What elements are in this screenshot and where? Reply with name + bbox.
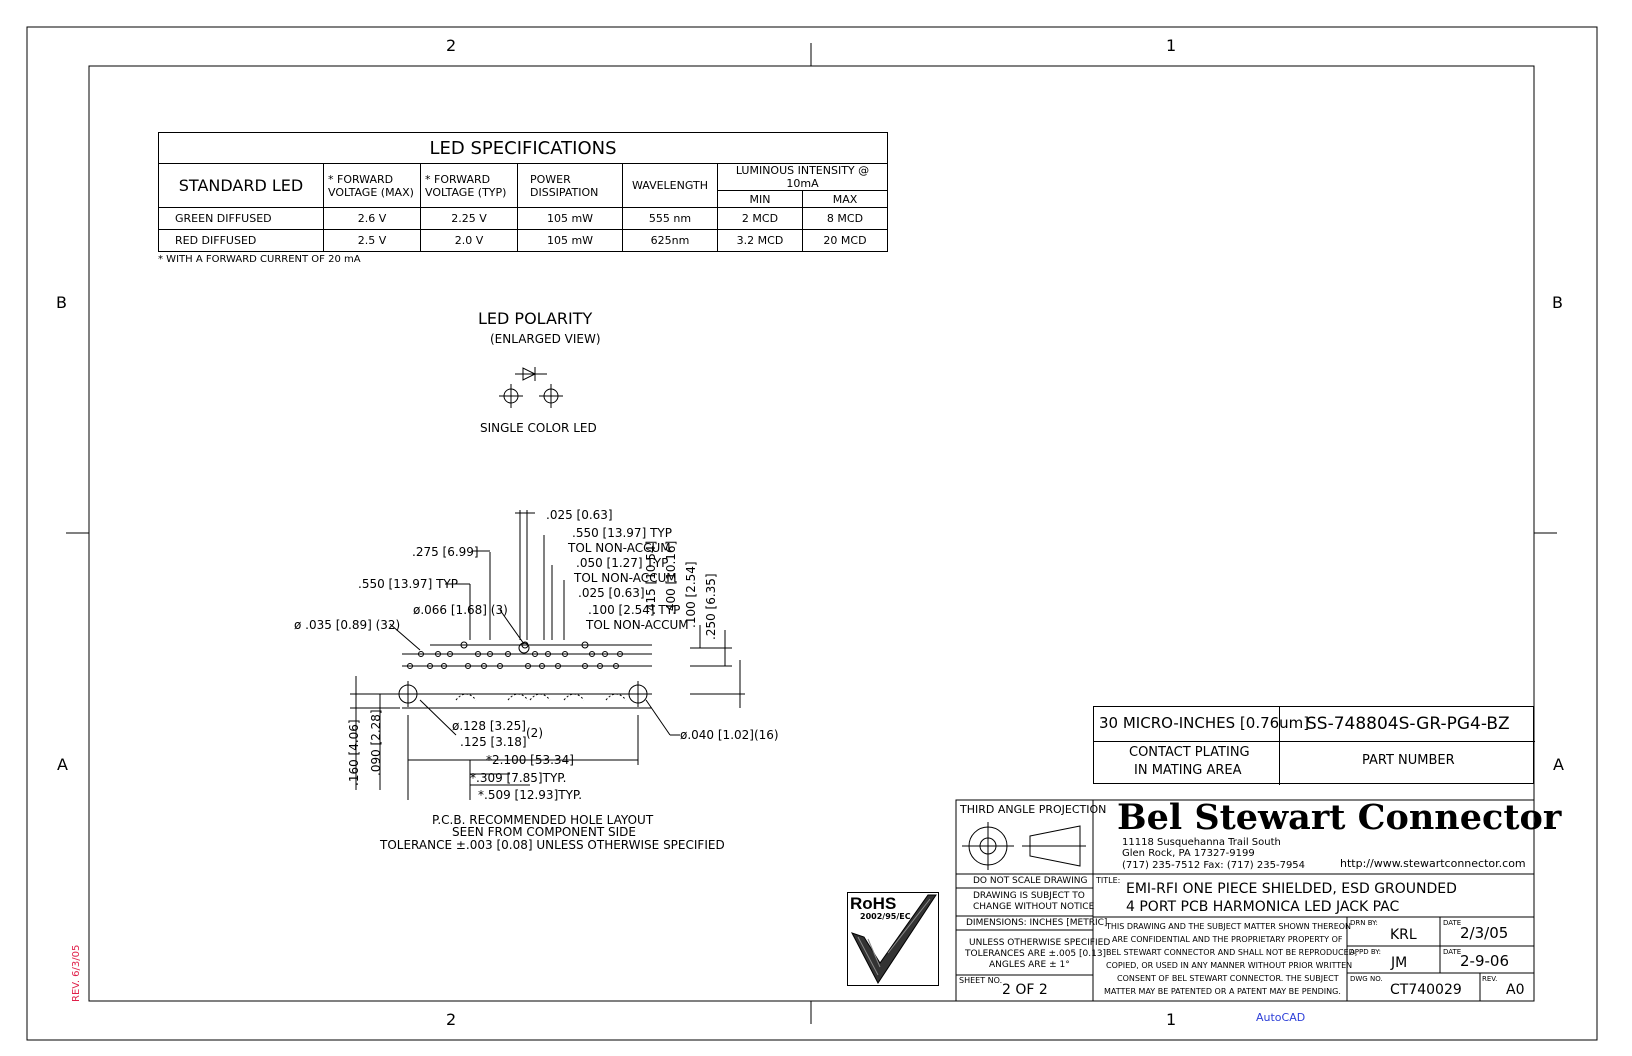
row-name: RED DIFFUSED (159, 230, 324, 252)
dim-v3: .100 [2.54] (684, 561, 698, 628)
zone-left-a: A (57, 755, 68, 774)
tolerance-note-3: ANGLES ARE ± 1° (989, 960, 1070, 970)
zone-right-a: A (1553, 755, 1564, 774)
row-min: 3.2 MCD (718, 230, 803, 252)
dim-d2: .550 [13.97] TYP (572, 526, 672, 540)
company-address-2: Glen Rock, PA 17327-9199 (1122, 848, 1255, 859)
row-vtyp: 2.25 V (421, 208, 518, 230)
dim-d7: ø.066 [1.68] (3) (413, 603, 508, 617)
row-vmax: 2.5 V (324, 230, 421, 252)
col-fv-max-line2: VOLTAGE (MAX) (328, 185, 414, 199)
layout-note-1: P.C.B. RECOMMENDED HOLE LAYOUT (432, 813, 654, 827)
company-url[interactable]: http://www.stewartconnector.com (1340, 857, 1526, 870)
company-name: Bel Stewart Connector (1117, 797, 1562, 838)
row-min: 2 MCD (718, 208, 803, 230)
third-angle-symbol (962, 822, 1086, 870)
spec-footnote: * WITH A FORWARD CURRENT OF 20 mA (158, 254, 361, 265)
dim-d8-tol: TOL NON-ACCUM (586, 618, 689, 632)
no-scale-note: DO NOT SCALE DRAWING (973, 876, 1088, 886)
dim-d5: .550 [13.97] TYP (358, 577, 458, 591)
drawing-number-label: DWG NO. (1350, 975, 1383, 983)
confidential-6: MATTER MAY BE PATENTED OR A PATENT MAY BE PENDING. (1104, 987, 1341, 996)
drawing-title-1: EMI-RFI ONE PIECE SHIELDED, ESD GROUNDED (1126, 881, 1457, 897)
title-label: TITLE: (1096, 876, 1121, 885)
subject-note-1: DRAWING IS SUBJECT TO (973, 891, 1085, 901)
col-fv-typ-line1: * FORWARD (425, 172, 491, 186)
polarity-subtitle: (ENLARGED VIEW) (490, 332, 601, 346)
part-number: SS-748804S-GR-PG4-BZ (1306, 714, 1510, 734)
date-1: 2/3/05 (1460, 924, 1509, 942)
zone-left-b: B (56, 293, 67, 312)
row-power: 105 mW (518, 230, 623, 252)
dim-d1: .025 [0.63] (546, 508, 613, 522)
zone-bottom-right: 1 (1166, 1010, 1177, 1029)
dim-d10: ø.128 [3.25] (452, 719, 526, 733)
projection-label: THIRD ANGLE PROJECTION (960, 803, 1107, 816)
drawing-number: CT740029 (1390, 982, 1462, 998)
drawn-by: KRL (1390, 927, 1417, 943)
dim-d15: *.509 [12.93]TYP. (478, 788, 583, 802)
autocad-label: AutoCAD (1256, 1011, 1306, 1024)
dim-d8: .100 [2.54] TYP (588, 603, 681, 617)
dim-d13: *2.100 [53.34] (486, 753, 574, 767)
row-vtyp: 2.0 V (421, 230, 518, 252)
zone-right-b: B (1552, 293, 1563, 312)
revision: A0 (1506, 982, 1525, 998)
dim-v4: .250 [6.35] (704, 573, 718, 640)
zone-top-left: 2 (446, 36, 457, 55)
dim-d14: *.309 [7.85]TYP. (470, 771, 567, 785)
dim-v5: .160 [4.06] (347, 719, 361, 786)
rohs-text: RoHS (850, 894, 897, 913)
col-fv-max-line1: * FORWARD (328, 172, 394, 186)
col-standard: STANDARD LED (159, 164, 324, 208)
confidential-4: COPIED, OR USED IN ANY MANNER WITHOUT PRIOR WRITTEN (1106, 961, 1353, 970)
dim-v6: .090 [2.28] (369, 709, 383, 776)
dim-d12: ø.040 [1.02](16) (680, 728, 779, 742)
drawn-by-label: DRN BY: (1350, 919, 1378, 927)
row-max: 20 MCD (803, 230, 888, 252)
row-vmax: 2.6 V (324, 208, 421, 230)
col-max: MAX (803, 191, 888, 208)
confidential-3: BEL STEWART CONNECTOR AND SHALL NOT BE REPRODUCED, (1106, 948, 1358, 957)
col-power-line2: DISSIPATION (530, 185, 599, 199)
confidential-5: CONSENT OF BEL STEWART CONNECTOR. THE SUBJECT (1117, 974, 1339, 983)
led-spec-title: LED SPECIFICATIONS (159, 133, 888, 164)
layout-note-2: SEEN FROM COMPONENT SIDE (452, 825, 636, 839)
polarity-caption: SINGLE COLOR LED (480, 421, 597, 435)
dim-d2-tol: TOL NON-ACCUM (568, 541, 671, 555)
tolerance-note-2: TOLERANCES ARE ±.005 [0.13] (965, 949, 1107, 959)
sheet-label: SHEET NO. (959, 976, 1003, 985)
company-address-1: 11118 Susquehanna Trail South (1122, 837, 1281, 848)
approved-by: JM (1391, 955, 1408, 971)
col-fv-typ-line2: VOLTAGE (TYP) (425, 185, 507, 199)
rohs-sub: 2002/95/EC (860, 912, 911, 921)
row-max: 8 MCD (803, 208, 888, 230)
dimensions-note: DIMENSIONS: INCHES [METRIC] (966, 918, 1108, 928)
col-min: MIN (718, 191, 803, 208)
revision-label: REV. (1482, 975, 1498, 983)
date-label-2: DATE (1443, 948, 1462, 956)
dim-d3: .275 [6.99] (412, 545, 479, 559)
plating-label-2: IN MATING AREA (1134, 763, 1242, 778)
dim-d6: .025 [0.63] (578, 586, 645, 600)
dim-d9: ø .035 [0.89] (32) (294, 618, 401, 632)
row-wave: 555 nm (623, 208, 718, 230)
col-luminous: LUMINOUS INTENSITY @ 10mA (718, 164, 888, 191)
dim-d4: .050 [1.27] TYP (576, 556, 669, 570)
confidential-1: THIS DRAWING AND THE SUBJECT MATTER SHOWN THEREON (1106, 922, 1352, 931)
date-label-1: DATE (1443, 919, 1462, 927)
confidential-2: ARE CONFIDENTIAL AND THE PROPRIETARY PROPERTY OF (1112, 935, 1343, 944)
col-wavelength: WAVELENGTH (623, 164, 718, 208)
sheet-number: 2 OF 2 (1002, 982, 1048, 998)
polarity-title: LED POLARITY (478, 309, 593, 328)
dim-d4-tol: TOL NON-ACCUM (574, 571, 677, 585)
subject-note-2: CHANGE WITHOUT NOTICE (973, 902, 1095, 912)
approved-by-label: APPD BY: (1350, 948, 1381, 956)
plating-spec: 30 MICRO-INCHES [0.76um] (1099, 714, 1310, 732)
row-power: 105 mW (518, 208, 623, 230)
dim-d11: .125 [3.18] (460, 735, 527, 749)
part-number-label: PART NUMBER (1362, 753, 1455, 768)
date-2: 2-9-06 (1460, 952, 1509, 970)
check-icon (848, 893, 939, 986)
row-name: GREEN DIFFUSED (159, 208, 324, 230)
drawing-title-2: 4 PORT PCB HARMONICA LED JACK PAC (1126, 899, 1400, 915)
dim-v1: .415 [10.54] (644, 540, 658, 615)
rohs-logo (847, 892, 939, 986)
tolerance-note-1: UNLESS OTHERWISE SPECIFIED (969, 938, 1111, 948)
col-power-line1: POWER (530, 172, 571, 186)
plating-label-1: CONTACT PLATING (1129, 745, 1250, 760)
dim-v2: .400 [10.16] (664, 540, 678, 615)
company-phone: (717) 235-7512 Fax: (717) 235-7954 (1122, 860, 1306, 871)
dim-d10-count: (2) (526, 726, 543, 740)
layout-note-3: TOLERANCE ±.003 [0.08] UNLESS OTHERWISE SPECIFIED (380, 838, 725, 852)
zone-bottom-left: 2 (446, 1010, 457, 1029)
revision-side-note: REV. 6/3/05 (71, 944, 82, 1002)
zone-top-right: 1 (1166, 36, 1177, 55)
row-wave: 625nm (623, 230, 718, 252)
